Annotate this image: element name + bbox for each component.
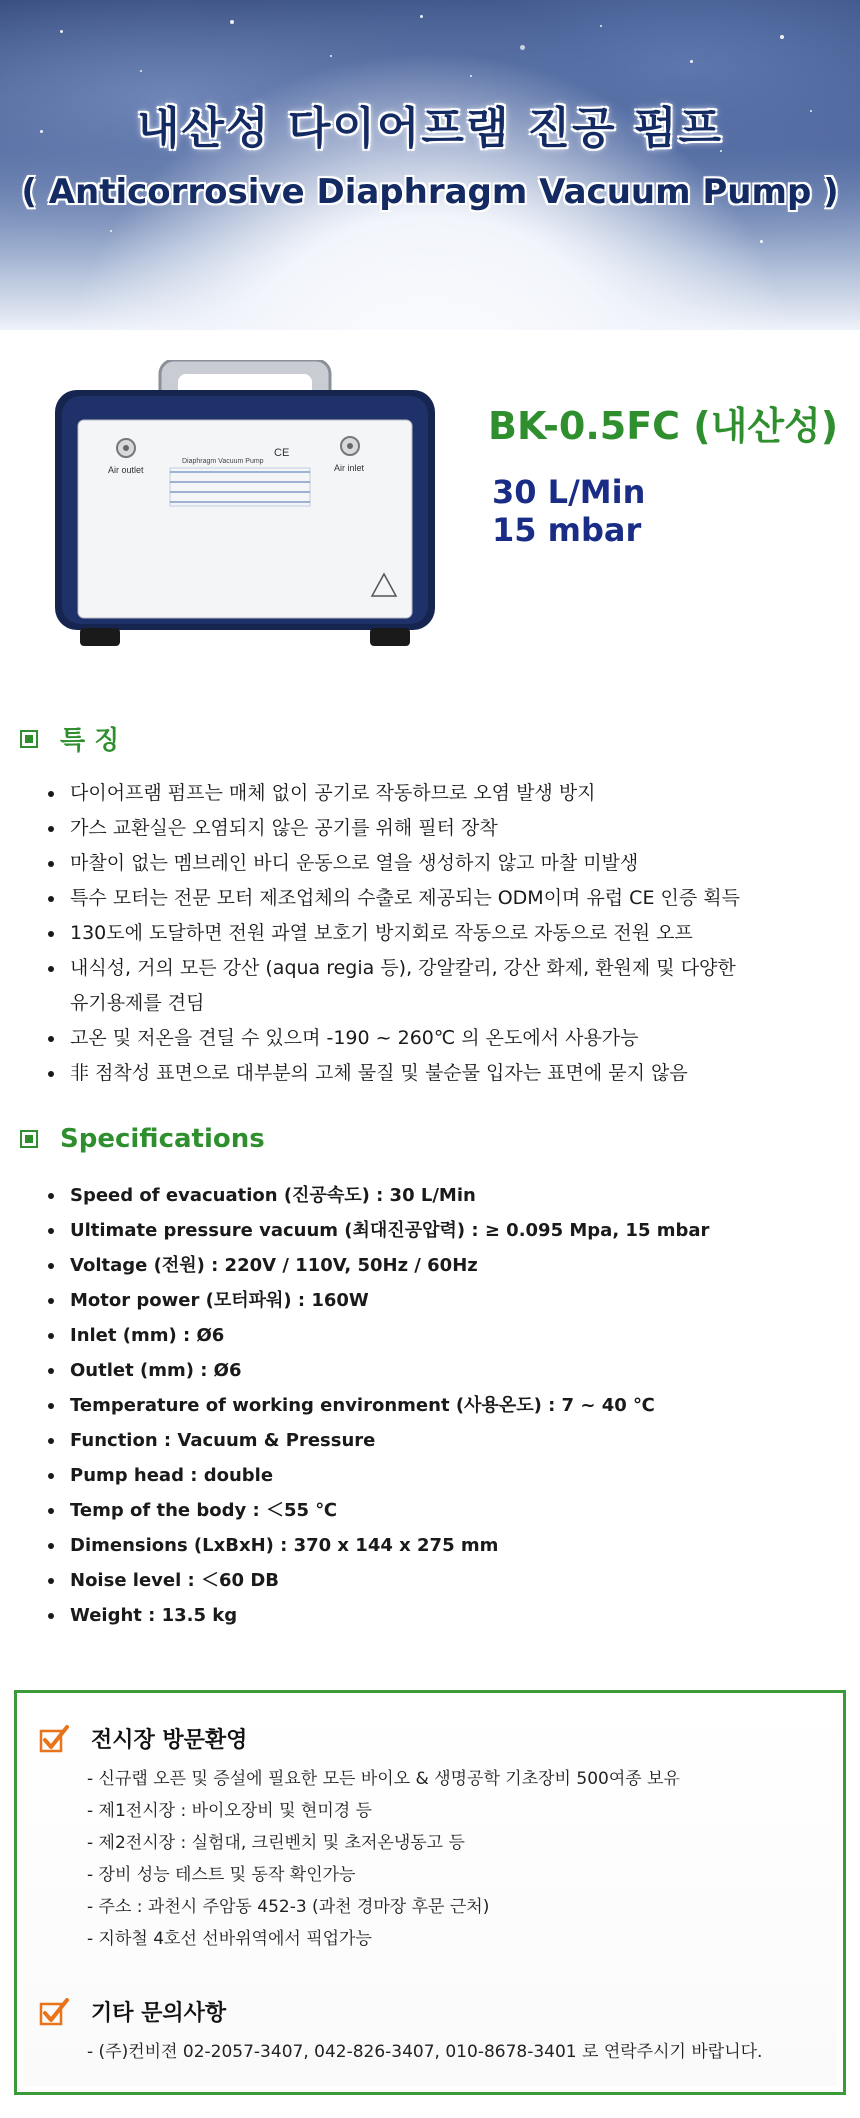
contact-heading-label: 기타 문의사항 <box>91 2001 227 2026</box>
specifications-heading <box>20 1124 265 1154</box>
features-list <box>0 776 740 1091</box>
model-name: BK-0.5FC (내산성) <box>488 404 839 448</box>
list-item: - 제1전시장 : 바이오장비 및 현미경 등 <box>87 1801 373 1821</box>
list-item: Weight : 13.5 kg <box>0 1598 709 1633</box>
page-title-english: ( Anticorrosive Diaphragm Vacuum Pump ) <box>21 172 839 212</box>
air-inlet-label: Air inlet <box>334 463 365 473</box>
list-item: Ultimate pressure vacuum (최대진공압력) : ≥ 0.095 Mpa, 15 mbar <box>0 1213 709 1248</box>
specifications-list <box>0 1178 709 1633</box>
list-item-line: 유기용제를 견딤 <box>70 992 205 1014</box>
list-item: Speed of evacuation (진공속도) : 30 L/Min <box>0 1178 709 1213</box>
vacuum-pump-product-image <box>50 360 440 660</box>
list-item: Temperature of working environment (사용온도) : 7 ~ 40 ℃ <box>0 1388 709 1423</box>
square-bullet-icon <box>20 1130 38 1148</box>
list-item: Noise level : ＜60 DB <box>0 1563 709 1598</box>
list-item-line: 내식성, 거의 모든 강산 (aqua regia 등), 강알칼리, 강산 화제, 환원제 및 다양한 <box>70 957 736 979</box>
list-item: - 지하철 4호선 선바위역에서 픽업가능 <box>87 1929 372 1949</box>
specifications-heading-label: Specifications <box>60 1124 265 1154</box>
speed-highlight: 30 L/Min <box>492 473 646 511</box>
list-item: Pump head : double <box>0 1458 709 1493</box>
list-item <box>0 951 740 1021</box>
showroom-heading <box>39 1723 247 1754</box>
list-item: Motor power (모터파워) : 160W <box>0 1283 709 1318</box>
contact-info-box <box>14 1690 846 2095</box>
pressure-highlight: 15 mbar <box>492 511 642 549</box>
list-item: 가스 교환실은 오염되지 않은 공기를 위해 필터 장착 <box>0 811 740 846</box>
list-item: Outlet (mm) : Ø6 <box>0 1353 709 1388</box>
spec-highlights <box>492 473 645 549</box>
list-item: Function : Vacuum & Pressure <box>0 1423 709 1458</box>
ce-mark: CE <box>274 447 290 459</box>
list-item: 非 점착성 표면으로 대부분의 고체 물질 및 불순물 입자는 표면에 묻지 않음 <box>0 1056 740 1091</box>
list-item: 다이어프램 펌프는 매체 없이 공기로 작동하므로 오염 발생 방지 <box>0 776 740 811</box>
hero-banner <box>0 0 860 330</box>
showroom-heading-label: 전시장 방문환영 <box>91 1728 248 1753</box>
list-item: Dimensions (LxBxH) : 370 x 144 x 275 mm <box>0 1528 709 1563</box>
list-item: Inlet (mm) : Ø6 <box>0 1318 709 1353</box>
nameplate-title: Diaphragm Vacuum Pump <box>182 458 264 465</box>
list-item: - 주소 : 과천시 주암동 452-3 (과천 경마장 후문 근처) <box>87 1897 490 1917</box>
showroom-details <box>87 1763 680 1955</box>
checkbox-check-icon <box>39 1998 69 2026</box>
checkbox-check-icon <box>39 1725 69 1753</box>
features-heading <box>20 720 119 757</box>
page-title-korean: 내산성 다이어프램 진공 펌프 <box>136 103 723 154</box>
features-heading-label: 특 징 <box>60 726 120 756</box>
list-item: 130도에 도달하면 전원 과열 보호기 방지회로 작동으로 자동으로 전원 오프 <box>0 916 740 951</box>
list-item: - (주)컨비젼 02-2057-3407, 042-826-3407, 010-8678-3401 로 연락주시기 바랍니다. <box>87 2042 763 2062</box>
square-bullet-icon <box>20 730 38 748</box>
list-item: Voltage (전원) : 220V / 110V, 50Hz / 60Hz <box>0 1248 709 1283</box>
list-item: 마찰이 없는 멤브레인 바디 운동으로 열을 생성하지 않고 마찰 미발생 <box>0 846 740 881</box>
list-item: Temp of the body : ＜55 ℃ <box>0 1493 709 1528</box>
list-item: 고온 및 저온을 견딜 수 있으며 -190 ~ 260℃ 의 온도에서 사용가능 <box>0 1021 740 1056</box>
list-item: - 장비 성능 테스트 및 동작 확인가능 <box>87 1865 356 1885</box>
air-outlet-label: Air outlet <box>108 465 144 475</box>
list-item: - 신규랩 오픈 및 증설에 필요한 모든 바이오 & 생명공학 기초장비 500여종 보유 <box>87 1769 680 1789</box>
list-item: 특수 모터는 전문 모터 제조업체의 수출로 제공되는 ODM이며 유럽 CE 인증 획득 <box>0 881 740 916</box>
contact-heading <box>39 1996 226 2027</box>
contact-details <box>87 2036 762 2068</box>
list-item: - 제2전시장 : 실험대, 크린벤치 및 초저온냉동고 등 <box>87 1833 465 1853</box>
